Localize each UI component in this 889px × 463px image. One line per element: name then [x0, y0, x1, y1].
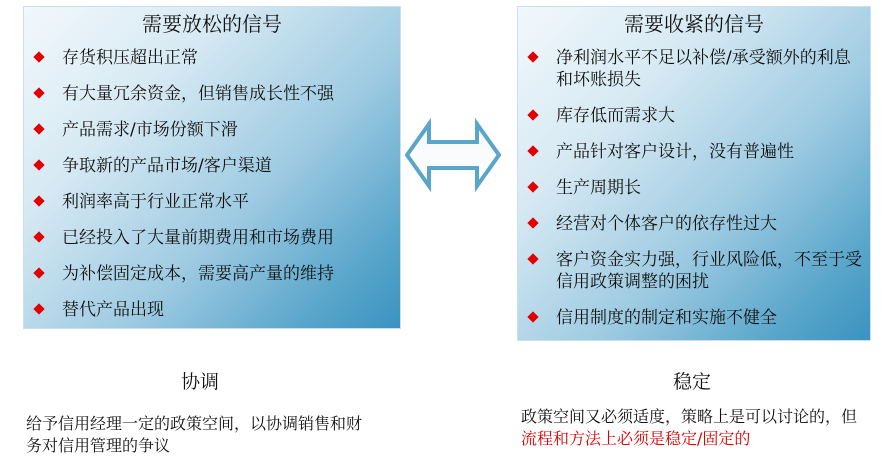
red-diamond-bullet-icon: [33, 195, 44, 206]
red-diamond-bullet-icon: [527, 217, 538, 228]
stable-description-highlight: 流程和方法上必须是稳定/固定的: [521, 429, 751, 448]
list-item: 产品需求/市场份额下滑: [24, 119, 400, 155]
list-item: 已经投入了大量前期费用和市场费用: [24, 227, 400, 263]
list-item: 替代产品出现: [24, 299, 400, 335]
relax-signals-title: 需要放松的信号: [142, 12, 282, 36]
coordinate-caption: 协调: [180, 371, 219, 393]
red-diamond-bullet-icon: [527, 311, 538, 322]
list-item: 净利润水平不足以补偿/承受额外的利息和坏账损失: [518, 47, 870, 105]
tighten-signals-list: [518, 47, 870, 343]
coordinate-description: 给予信用经理一定的政策空间，以协调销售和财务对信用管理的争议: [26, 414, 363, 455]
list-item: 信用制度的制定和实施不健全: [518, 307, 870, 343]
list-item: 存货积压超出正常: [24, 47, 400, 83]
red-diamond-bullet-icon: [527, 145, 538, 156]
red-diamond-bullet-icon: [527, 253, 538, 264]
list-item: 经营对个体客户的依存性过大: [518, 213, 870, 249]
red-diamond-bullet-icon: [527, 109, 538, 120]
red-diamond-bullet-icon: [527, 51, 538, 62]
list-item: 生产周期长: [518, 177, 870, 213]
red-diamond-bullet-icon: [33, 51, 44, 62]
relax-signals-panel: [23, 6, 401, 329]
red-diamond-bullet-icon: [33, 231, 44, 242]
stable-caption: 稳定: [672, 371, 711, 393]
list-item: 客户资金实力强，行业风险低，不至于受信用政策调整的困扰: [518, 249, 870, 307]
relax-signals-list: [24, 47, 400, 335]
stable-description: [521, 406, 871, 450]
red-diamond-bullet-icon: [33, 123, 44, 134]
list-item: 争取新的产品市场/客户渠道: [24, 155, 400, 191]
double-arrow-icon: [405, 118, 501, 192]
red-diamond-bullet-icon: [33, 303, 44, 314]
tighten-signals-title: 需要收紧的信号: [624, 12, 764, 36]
red-diamond-bullet-icon: [33, 159, 44, 170]
red-diamond-bullet-icon: [33, 87, 44, 98]
stable-description-text: 政策空间又必须适度，策略上是可以讨论的，但: [521, 407, 858, 426]
red-diamond-bullet-icon: [33, 267, 44, 278]
tighten-signals-panel: [517, 6, 871, 341]
list-item: 库存低而需求大: [518, 105, 870, 141]
list-item: 产品针对客户设计，没有普遍性: [518, 141, 870, 177]
list-item: 利润率高于行业正常水平: [24, 191, 400, 227]
list-item: 为补偿固定成本，需要高产量的维持: [24, 263, 400, 299]
list-item: 有大量冗余资金，但销售成长性不强: [24, 83, 400, 119]
red-diamond-bullet-icon: [527, 181, 538, 192]
